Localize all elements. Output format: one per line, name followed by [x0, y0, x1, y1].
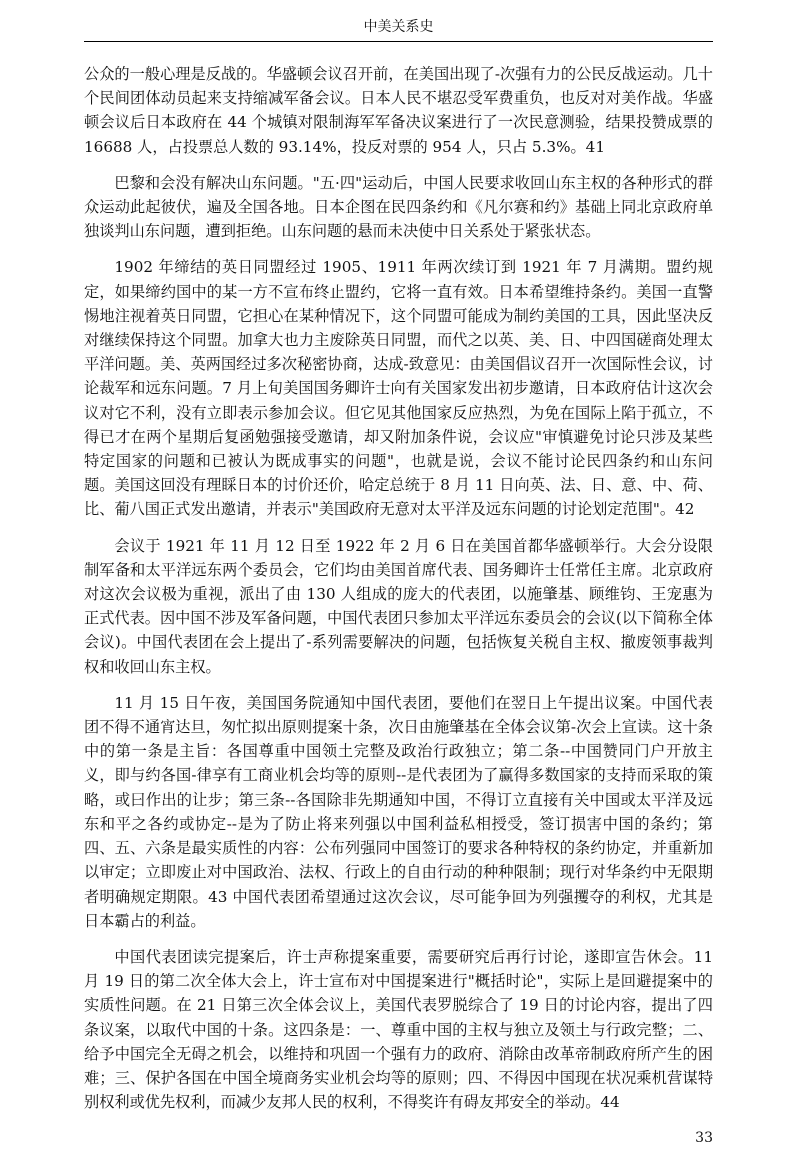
running-header: 中美关系史: [363, 19, 434, 35]
paragraph: 公众的一般心理是反战的。华盛顿会议召开前，在美国出现了-次强有力的公民反战运动。几十个民间团体动员起来支持缩减军备会议。日本人民不堪忍受军费重负，也反对对美作战。华盛顿会议后日本政府在 44 个城镇对限制海军军备决议案进行了一次民意测验，结果投赞成票的 16688 人，占投票总人数的 93.14%，投反对票的 954 人，只占 5.3%。41: [84, 65, 713, 156]
paragraph: 11 月 15 日午夜，美国国务院通知中国代表团，要他们在翌日上午提出议案。中国代表团不得不通宵达旦，匆忙拟出原则提案十条，次日由施肇基在全体会议第-次会上宣读。这十条中的第一条是主旨：各国尊重中国领土完整及政治行政独立；第二条--中国赞同门户开放主义，即与约各国-律享有工商业机会均等的原则--是代表团为了赢得多数国家的支持而采取的策略，或曰作出的让步；第三条--各国除非先期通知中国，不得订立直接有关中国或太平洋及远东和平之各约或协定--是为了防止将来列强以中国利益私相授受，签订损害中国的条约；第四、五、六条是最实质性的内容：公布列强同中国签订的要求各种特权的条约协定，并重新加以审定；立即废止对中国政治、法权、行政上的自由行动的种种限制；现行对华条约中无限期者明确规定期限。43 中国代表团希望通过这次会议，尽可能争回为列强攫夺的利权，尤其是日本霸占的利益。: [84, 693, 713, 930]
page-number: 33: [695, 1130, 713, 1146]
paragraph: 巴黎和会没有解决山东问题。"五·四"运动后，中国人民要求收回山东主权的各种形式的群众运动此起彼伏，遍及全国各地。日本企图在民四条约和《凡尔赛和约》基础上同北京政府单独谈判山东问题，遭到拒绝。山东问题的悬而未决使中日关系处于紧张状态。: [84, 173, 713, 241]
header-divider: [84, 41, 713, 42]
paragraph: 会议于 1921 年 11 月 12 日至 1922 年 2 月 6 日在美国首都华盛顿举行。大会分设限制军备和太平洋远东两个委员会，它们均由美国首席代表、国务卿许士任常任主席。北京政府对这次会议极为重视，派出了由 130 人组成的庞大的代表团，以施肇基、顾维钧、王宠惠为正式代表。因中国不涉及军备问题，中国代表团只参加太平洋远东委员会的会议(以下简称全体会议)。中国代表团在会上提出了-系列需要解决的问题，包括恢复关税自主权、撤废领事裁判权和收回山东主权。: [84, 536, 713, 676]
body-text: [84, 62, 713, 1126]
paragraph: 1902 年缔结的英日同盟经过 1905、1911 年两次续订到 1921 年 7 月满期。盟约规定，如果缔约国中的某一方不宣布终止盟约，它将一直有效。日本希望维持条约。美国一直警惕地注视着英日同盟，它担心在某种情况下，这个同盟可能成为制约美国的工具，因此坚决反对继续保持这个同盟。加拿大也力主废除英日同盟，而代之以英、美、日、中四国磋商处理太平洋问题。美、英两国经过多次秘密协商，达成-致意见：由美国倡议召开一次国际性会议，讨论裁军和远东问题。7 月上旬美国国务卿许士向有关国家发出初步邀请，日本政府估计这次会议对它不利，没有立即表示参加会议。但它见其他国家反应热烈，为免在国际上陷于孤立，不得已才在两个星期后复函勉强接受邀请，却又附加条件说，会议应"审慎避免讨论只涉及某些特定国家的问题和已被认为既成事实的问题"，也就是说，会议不能讨论民四条约和山东问题。美国这回没有理睬日本的讨价还价，哈定总统于 8 月 11 日向英、法、日、意、中、荷、比、葡八国正式发出邀请，并表示"美国政府无意对太平洋及远东问题的讨论划定范围"。42: [84, 258, 713, 519]
paragraph: 中国代表团读完提案后，许士声称提案重要，需要研究后再行讨论，遂即宣告休会。11 月 19 日的第二次全体大会上，许士宣布对中国提案进行"概括时论"，实际上是回避提案中的实质性问题。在 21 日第三次全体会议上，美国代表罗脱综合了 19 日的讨论内容，提出了四条议案，以取代中国的十条。这四条是：一、尊重中国的主权与独立及领土与行政完整；二、给予中国完全无碍之机会，以维持和巩固一个强有力的政府、消除由改革帝制政府所产生的困难；三、保护各国在中国全境商务实业机会均等的原则；四、不得因中国现在状况乘机营谋特别权利或优先权利，而减少友邦人民的权利，不得奖许有碍友邦安全的举动。44: [84, 947, 713, 1112]
